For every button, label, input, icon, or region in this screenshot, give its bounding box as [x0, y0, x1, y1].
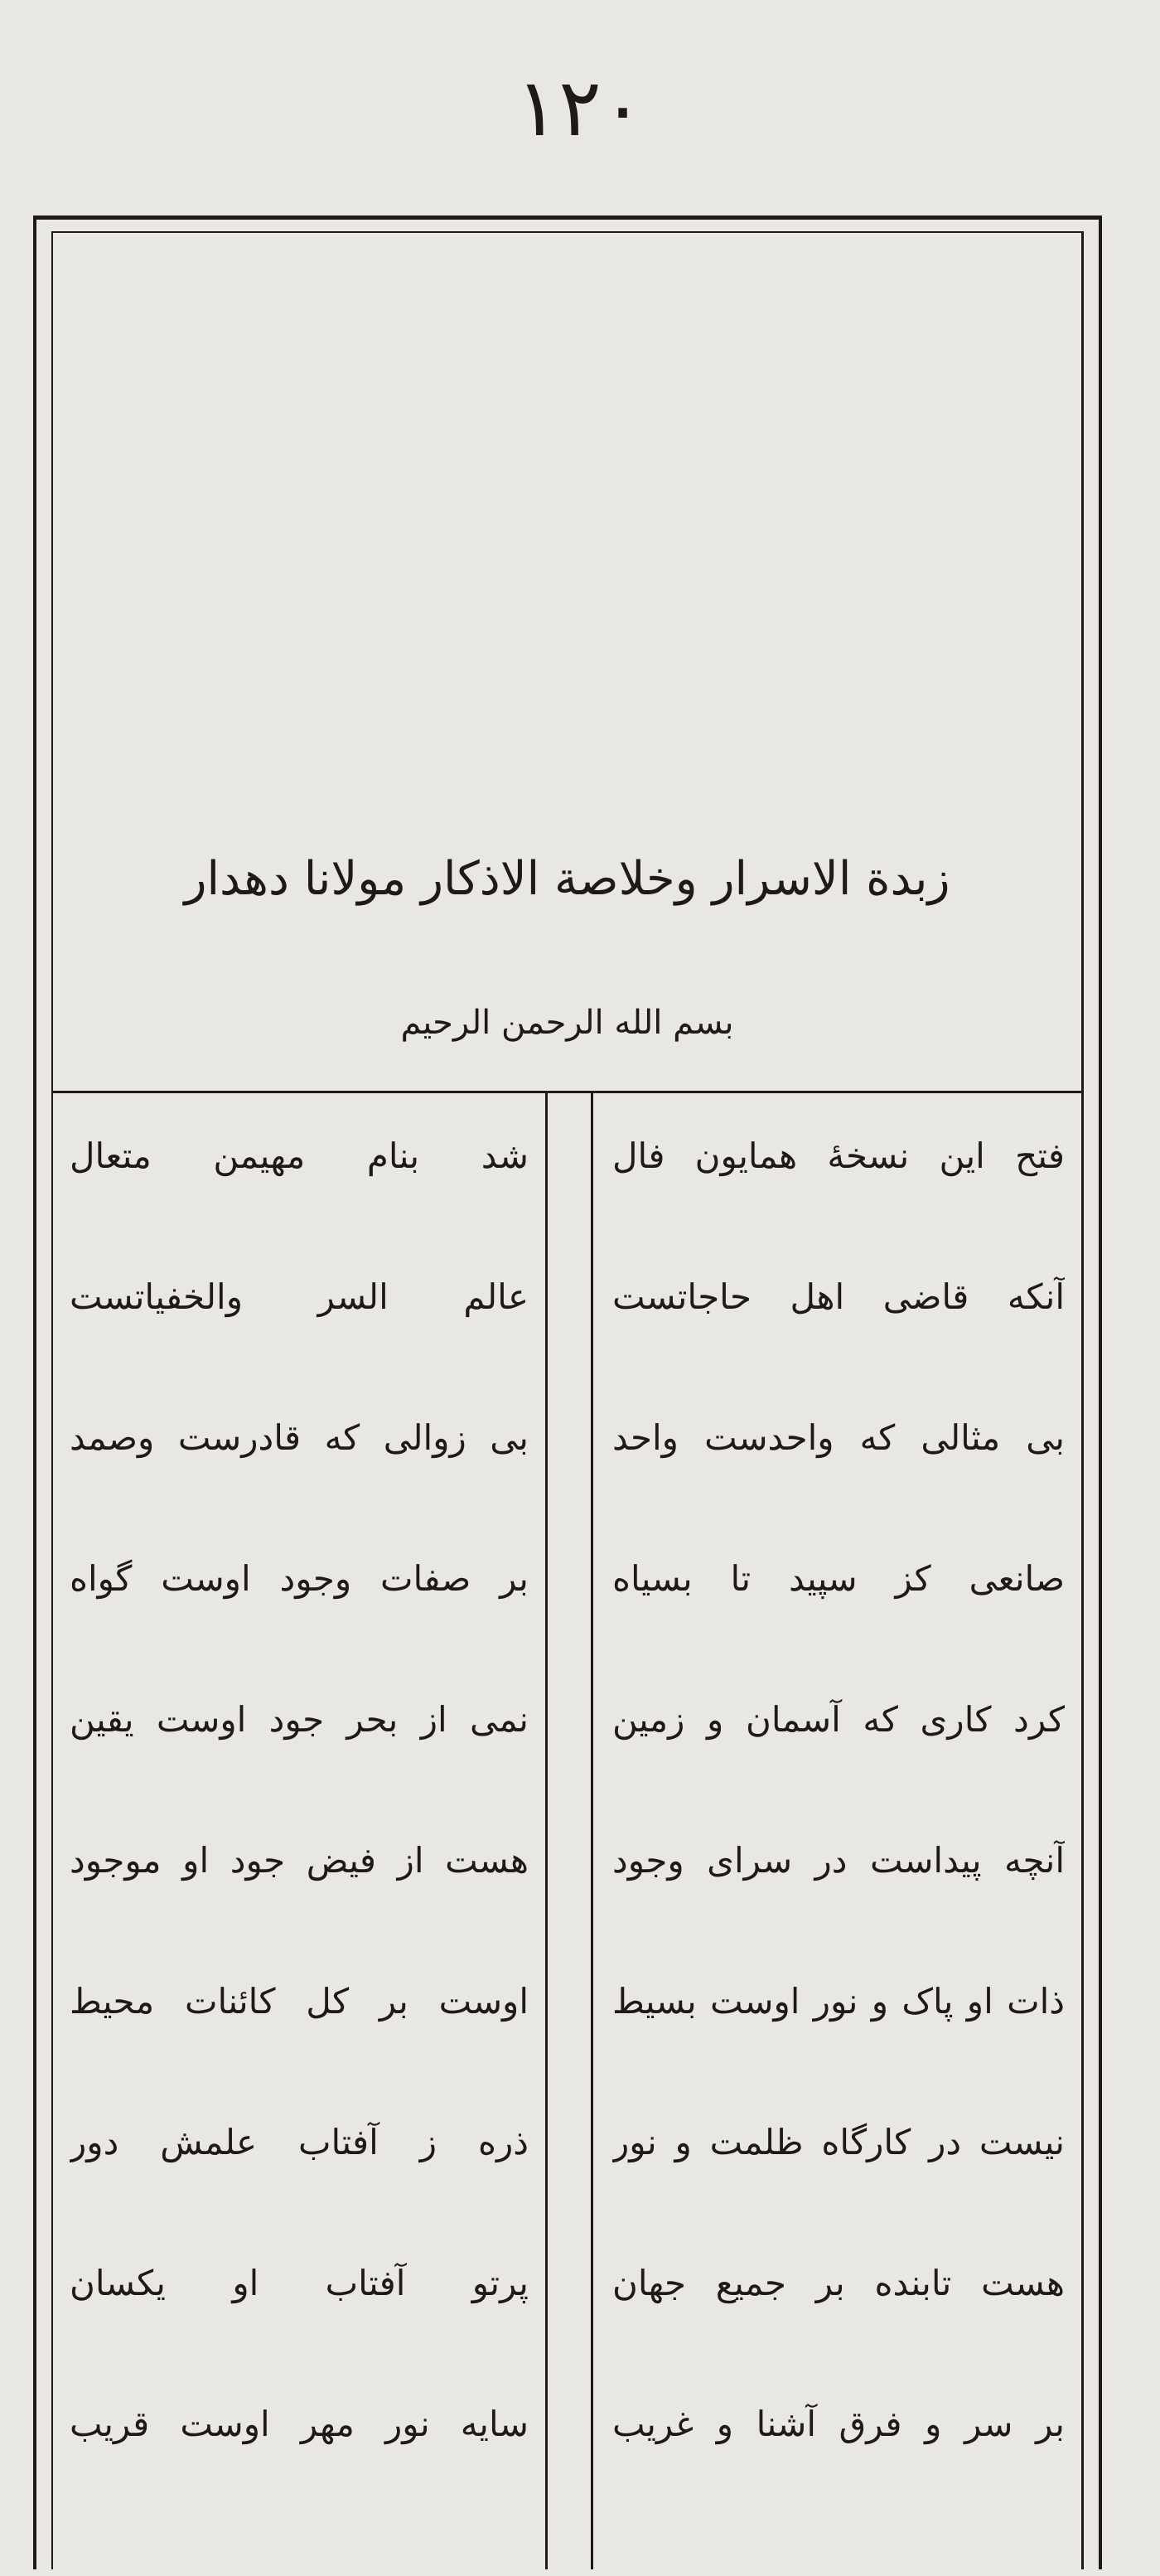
verse-left: نمی از بحر جود اوست یقین	[70, 1699, 529, 1740]
verse-right: کرد کاری که آسمان و زمین	[612, 1699, 1065, 1740]
verse-right: هست تابنده بر جمیع جهان	[612, 2263, 1065, 2303]
verse-right: بر سر و فرق آشنا و غریب	[612, 2404, 1065, 2444]
verse-right: نیست در کارگاه ظلمت و نور	[612, 2122, 1065, 2162]
verse-left: ذره ز آفتاب علمش دور	[70, 2122, 529, 2162]
verse-left: اوست بر کل کائنات محیط	[70, 1981, 529, 2022]
verse-right: صانعی کز سپید تا بسیاه	[612, 1558, 1065, 1599]
verse-right: ذات او پاک و نور اوست بسیط	[612, 1981, 1065, 2022]
verse-left: هست از فیض جود او موجود	[70, 1840, 529, 1881]
verse-right: آنکه قاضی اهل حاجاتست	[612, 1276, 1065, 1317]
verse-left: پرتو آفتاب او یکسان	[70, 2263, 529, 2303]
verse-right: بی مثالی که واحدست واحد	[612, 1417, 1065, 1458]
verse-left: شد بنام مهیمن متعال	[70, 1135, 529, 1176]
page-frame	[33, 215, 1102, 2569]
bismillah-line: بسم الله الرحمن الرحیم	[400, 1004, 734, 1042]
verse-right: فتح این نسخهٔ همایون فال	[612, 1135, 1065, 1176]
verse-left: سایه نور مهر اوست قریب	[70, 2404, 529, 2444]
verse-right: آنچه پیداست در سرای وجود	[612, 1840, 1065, 1881]
verse-columns	[53, 1093, 1081, 2569]
verse-left: عالم السر والخفیاتست	[70, 1276, 529, 1317]
document-title: زبدة الاسرار وخلاصة الاذكار مولانا دهدار	[184, 852, 950, 906]
verse-left: بر صفات وجود اوست گواه	[70, 1558, 529, 1599]
right-column	[596, 1093, 1081, 2569]
verse-left: بی زوالی که قادرست وصمد	[70, 1417, 529, 1458]
inner-frame	[51, 231, 1084, 2569]
left-column	[53, 1093, 545, 2569]
page-number: ١٢٠	[515, 61, 645, 154]
column-divider	[545, 1093, 593, 2569]
